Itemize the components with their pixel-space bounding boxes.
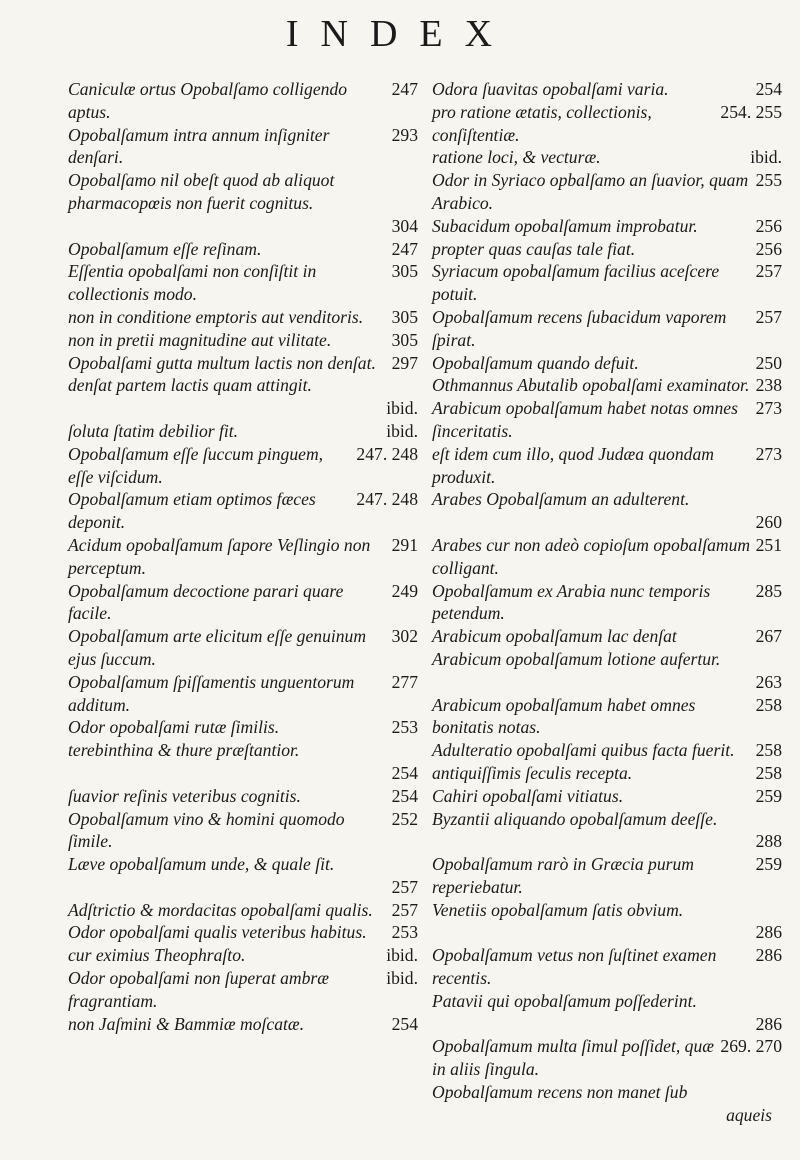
entry-text: Opobalſamum quando defuit.: [432, 352, 639, 373]
page-reference: 250: [755, 352, 782, 373]
page-reference: 293: [391, 124, 418, 145]
page-reference: 247: [391, 79, 418, 99]
entry-text: Adſtrictio & mordacitas opobalſami qualis.: [68, 899, 373, 920]
page-reference: 249: [391, 580, 418, 601]
page-reference: 254. 255: [720, 101, 782, 122]
index-entry: [432, 260, 782, 306]
entry-text: Acidum opobalſamum ſapore Veſlingio non perceptum.: [68, 534, 371, 578]
entry-text: Venetiis opobalſamum ſatis obvium.: [432, 899, 684, 920]
index-entry: [432, 625, 782, 648]
index-entry: [432, 443, 782, 489]
page-reference: 253: [391, 922, 418, 943]
index-entry: [432, 648, 782, 694]
entry-text: Arabes cur non adeò copioſum opobalſamum colligant.: [432, 534, 751, 578]
index-entry: [432, 146, 782, 169]
entry-text: Opobalſamum rarò in Græcia purum reperiebatur.: [432, 854, 694, 897]
entry-text: Opobalſamum eſſe reſinam.: [68, 238, 262, 259]
entry-text: Opobalſamum vetus non ſuſtinet examen recentis.: [432, 945, 717, 989]
entry-text: Arabes Opobalſamum an adulterent.: [432, 489, 690, 510]
page-reference: 252: [391, 808, 418, 829]
page-reference: ibid.: [750, 147, 782, 168]
page-reference: 305: [391, 306, 418, 327]
page-reference: 273: [755, 398, 782, 419]
page-reference: 263: [755, 671, 782, 692]
index-entry: [68, 671, 418, 717]
index-entry: [432, 78, 782, 101]
page-reference: 254: [391, 1013, 418, 1034]
index-entry: [68, 329, 418, 352]
entry-text: ſoluta ſtatim debilior fit.: [68, 420, 239, 441]
index-entry: [432, 580, 782, 626]
page-header: INDEX: [285, 13, 515, 55]
page-reference: ibid.: [386, 398, 418, 419]
entry-text: Opobalſamum vino & homini quomodo ſimile.: [68, 808, 345, 852]
index-entry: [432, 238, 782, 261]
right-column: [432, 78, 782, 1127]
index-entry: [68, 785, 418, 808]
page-reference: 277: [391, 671, 418, 692]
index-entry: [432, 762, 782, 785]
index-entry: [68, 443, 418, 489]
entry-text: denſat partem lactis quam attingit.: [68, 375, 312, 396]
entry-text: eſt idem cum illo, quod Judæa quondam produxit.: [432, 443, 714, 487]
page-reference: 251: [755, 534, 782, 555]
page-reference: 260: [755, 512, 782, 533]
index-entry: [68, 306, 418, 329]
entry-text: Opobalſamo nil obeſt quod ab aliquot pharmacopœis non fuerit cognitus.: [68, 170, 335, 213]
index-entry: [68, 625, 418, 671]
entry-text: Opobalſamum eſſe ſuccum pinguem, eſſe viſcidum.: [68, 443, 324, 487]
page-reference: 291: [391, 534, 418, 555]
index-entry: [432, 169, 782, 215]
index-entry: [68, 420, 418, 443]
entry-text: Arabicum opobalſamum habet omnes bonitatis notas.: [432, 694, 696, 738]
entry-text: ſuavior reſinis veteribus cognitis.: [68, 785, 301, 806]
index-entry: [68, 124, 418, 170]
entry-text: Opobalſamum etiam optimos fæces deponit.: [68, 489, 316, 533]
index-entry: [432, 397, 782, 443]
page-reference: 286: [755, 945, 782, 966]
entry-text: ratione loci, & vecturæ.: [432, 147, 601, 168]
index-entry: [68, 534, 418, 580]
page-reference: 257: [391, 876, 418, 897]
entry-text: antiquiſſimis ſeculis recepta.: [432, 762, 633, 783]
page-reference: 259: [755, 854, 782, 875]
index-entry: [68, 488, 418, 534]
entry-text: Opobalſamum recens non manet ſub: [432, 1082, 688, 1103]
entry-text: Opobalſamum arte elicitum eſſe genuinum ejus ſuccum.: [68, 626, 367, 669]
entry-text: propter quas cauſas tale fiat.: [432, 238, 636, 259]
entry-text: Odor opobalſami non ſuperat ambræ fragrantiam.: [68, 968, 329, 1011]
index-entry: [432, 534, 782, 580]
index-entry: [432, 1081, 782, 1104]
entry-text: Opobalſamum recens ſubacidum vaporem ſpirat.: [432, 306, 727, 350]
page-reference: 254: [391, 762, 418, 783]
page-reference: 259: [755, 785, 782, 806]
index-entry: [68, 238, 418, 261]
index-entry: [432, 899, 782, 945]
entry-text: Opobalſamum intra annum inſigniter denſari.: [68, 124, 330, 168]
page-reference: 247. 248: [356, 489, 418, 510]
index-entry: [68, 944, 418, 967]
page-reference: ibid.: [386, 945, 418, 966]
entry-text: Odor in Syriaco opbalſamo an ſuavior, quam Arabico.: [432, 170, 749, 213]
entry-text: Cahiri opobalſami vitiatus.: [432, 785, 624, 806]
entry-text: Opobalſamum decoctione parari quare facile.: [68, 580, 344, 624]
page-reference: 256: [755, 215, 782, 236]
entry-text: Odor opobalſami rutæ ſimilis.: [68, 717, 280, 738]
index-entry: [68, 169, 418, 237]
page-reference: ibid.: [386, 968, 418, 989]
page-reference: 302: [391, 626, 418, 647]
page-reference: ibid.: [386, 420, 418, 441]
page-reference: 258: [755, 762, 782, 783]
entry-text: Odora ſuavitas opobalſami varia.: [432, 79, 669, 99]
index-entry: [432, 944, 782, 990]
page-reference: 253: [391, 717, 418, 738]
left-column: [68, 78, 418, 1035]
index-entry: [432, 853, 782, 899]
index-entry: [68, 352, 418, 375]
index-entry: [432, 808, 782, 854]
entry-text: terebinthina & thure præſtantior.: [68, 740, 300, 761]
page-reference: 288: [755, 831, 782, 852]
entry-text: Opobalſamum multa ſimul poſſidet, quæ in aliis ſingula.: [432, 1036, 714, 1080]
index-entry: [432, 1035, 782, 1081]
index-entry: [432, 215, 782, 238]
entry-text: Syriacum opobalſamum facilius aceſcere potuit.: [432, 261, 720, 305]
entry-text: Arabicum opobalſamum lotione aufertur.: [432, 648, 721, 669]
index-entry: [68, 739, 418, 785]
index-entry: [432, 694, 782, 740]
page-reference: 247: [391, 238, 418, 259]
entry-text: Opobalſamum ex Arabia nunc temporis petendum.: [432, 580, 711, 624]
index-entry: [432, 990, 782, 1036]
entry-text: non Jaſmini & Bammiæ moſcatæ.: [68, 1013, 305, 1034]
page-reference: 257: [755, 261, 782, 282]
index-entry: [68, 260, 418, 306]
entry-text: Odor opobalſami qualis veteribus habitus.: [68, 922, 367, 943]
entry-text: Eſſentia opobalſami non conſiſtit in collectionis modo.: [68, 261, 317, 305]
index-entry: [68, 967, 418, 1013]
index-entry: [68, 580, 418, 626]
page-reference: 273: [755, 443, 782, 464]
entry-text: Adulteratio opobalſami quibus facta fuerit.: [432, 740, 735, 761]
index-entry: [68, 921, 418, 944]
entry-text: pro ratione ætatis, collectionis, conſiſtentiæ.: [432, 101, 652, 145]
index-entry: [68, 1013, 418, 1036]
index-entry: [68, 899, 418, 922]
index-entry: [432, 101, 782, 147]
page-reference: 247. 248: [356, 443, 418, 464]
entry-text: Opobalſami gutta multum lactis non denſat.: [68, 352, 376, 373]
entry-text: Opobalſamum ſpiſſamentis unguentorum additum.: [68, 671, 355, 715]
page-reference: 297: [391, 352, 418, 373]
index-entry: [432, 306, 782, 352]
entry-text: Subacidum opobalſamum improbatur.: [432, 215, 698, 236]
page-reference: 258: [755, 740, 782, 761]
page-reference: 269. 270: [720, 1036, 782, 1057]
catchword: aqueis: [726, 1104, 772, 1125]
entry-text: non in pretii magnitudine aut vilitate.: [68, 329, 332, 350]
page-reference: 305: [391, 261, 418, 282]
index-entry: [432, 352, 782, 375]
index-entry: [68, 853, 418, 899]
index-entry: [68, 716, 418, 739]
page-reference: 257: [755, 306, 782, 327]
page-reference: 267: [755, 626, 782, 647]
page-reference: 257: [391, 899, 418, 920]
entry-text: Læve opobalſamum unde, & quale ſit.: [68, 854, 335, 875]
page-reference: 286: [755, 1013, 782, 1034]
page-reference: 305: [391, 329, 418, 350]
index-entry: [432, 488, 782, 534]
entry-text: Arabicum opobalſamum habet notas omnes ſinceritatis.: [432, 398, 738, 441]
page-reference: 238: [755, 375, 782, 396]
entry-text: non in conditione emptoris aut venditoris.: [68, 306, 364, 327]
index-entry: [68, 78, 418, 124]
entry-text: cur eximius Theophraſto.: [68, 945, 246, 966]
entry-text: Arabicum opobalſamum lac denſat: [432, 626, 677, 647]
index-entry: [432, 785, 782, 808]
page-reference: 254: [391, 785, 418, 806]
index-entry: [432, 374, 782, 397]
page-reference: 285: [755, 580, 782, 601]
entry-text: Patavii qui opobalſamum poſſederint.: [432, 990, 697, 1011]
page-reference: 255: [755, 170, 782, 191]
index-entry: [68, 374, 418, 420]
page-reference: 258: [755, 694, 782, 715]
page-reference: 254: [755, 79, 782, 99]
page-reference: 304: [391, 215, 418, 236]
index-entry: [432, 739, 782, 762]
entry-text: Othmannus Abutalib opobalſami examinator.: [432, 375, 750, 396]
entry-text: Caniculæ ortus Opobalſamo colligendo aptus.: [68, 79, 348, 122]
page-reference: 256: [755, 238, 782, 259]
entry-text: Byzantii aliquando opobalſamum deeſſe.: [432, 808, 718, 829]
page-reference: 286: [755, 922, 782, 943]
index-entry: [68, 808, 418, 854]
